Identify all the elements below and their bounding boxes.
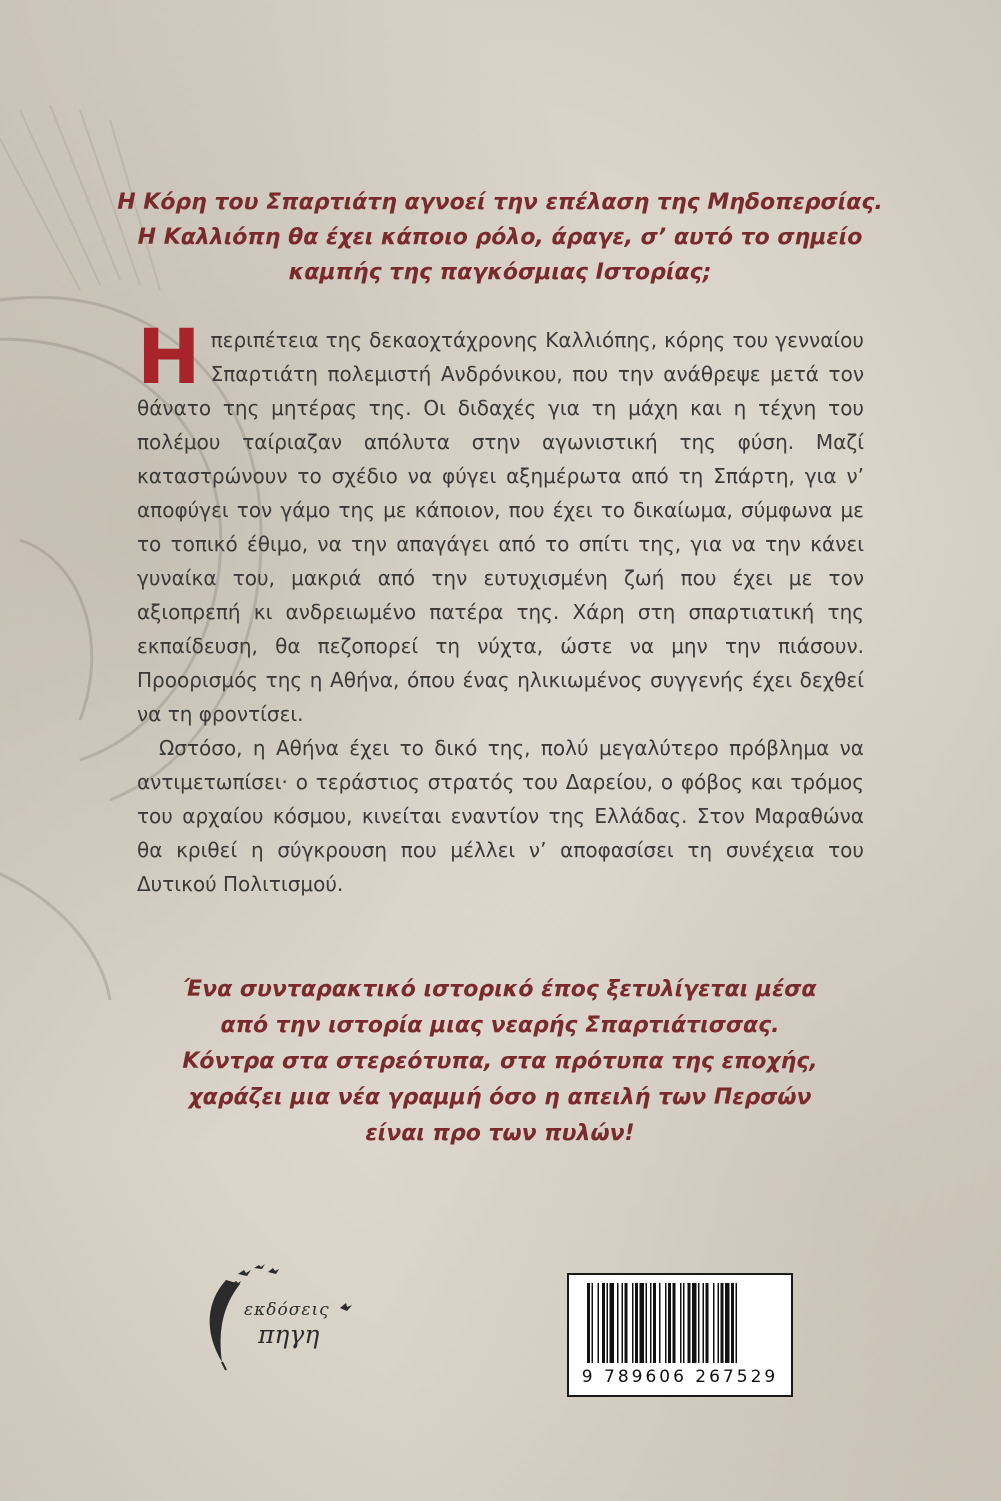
synopsis-paragraph: Ωστόσο, η Αθήνα έχει το δικό της, πολύ μεγαλύτερο πρόβλημα να αντιμετωπίσει· ο τεράστιος στρατός του Δαρείου, ο φόβος και τρόμος του αρχαίου κόσμου, κινείται εναντίον της Ελλάδας. Στον Μαραθώνα θα κριθεί η σύγκρουση που μέλλει ν’ αποφασίσει τη συνέχεια του Δυτικού Πολιτισμού.: [137, 736, 864, 896]
isbn-barcode: [567, 1273, 793, 1397]
tagline-line: καμπής της παγκόσμιας Ιστορίας;: [288, 260, 712, 285]
paragraph-text: περιπέτεια της δεκαοχτάχρονης Καλλιόπης, κόρης του γενναίου Σπαρτιάτη πολεμιστή Ανδρόνικου, που την ανάθρεψε μετά τον θάνατο της μητέρας της. Οι διδαχές για τη μάχη και η τέχνη του πολέμου ταίριαζαν απόλυτα στην αγωνιστική της φύση. Μαζί καταστρώνουν το σχέδιο να φύγει αξημέρωτα από τη Σπάρτη, για ν’ αποφύγει τον γάμο της με κάποιον, που έχει το δικαίωμα, σύμφωνα με το τοπικό έθιμο, να την απαγάγει από το σπίτι της, για να την κάνει γυναίκα του, μακριά από την ευτυχισμένη ζωή που έχει με τον αξιοπρεπή κι ανδρειωμένο πατέρα της. Χάρη στη σπαρτιατική της εκπαίδευση, θα πεζοπορεί τη νύχτα, ώστε να μην την πιάσουν. Προορισμός της η Αθήνα, όπου ένας ηλικιωμένος συγγενής έχει δεχθεί να τη φροντίσει.: [137, 328, 864, 726]
tagline-line: Η Κόρη του Σπαρτιάτη αγνοεί την επέλαση της Μηδοπερσίας.: [117, 190, 883, 215]
publisher-name-line2: πηγη: [258, 1320, 320, 1349]
synopsis-paragraph: [137, 312, 864, 731]
closing-line: είναι προ των πυλών!: [365, 1121, 635, 1146]
tagline-line: Η Καλλιόπη θα έχει κάποιο ρόλο, άραγε, σ’ αυτό το σημείο: [137, 225, 863, 250]
publisher-logo: [196, 1262, 366, 1372]
drop-cap: Η: [137, 312, 201, 401]
closing-line: από την ιστορία μιας νεαρής Σπαρτιάτισσας.: [220, 1013, 780, 1038]
closing-line: χαράζει μια νέα γραμμή όσο η απειλή των Περσών: [188, 1085, 812, 1110]
synopsis: [137, 312, 864, 901]
publisher-name-line1: εκδόσεις: [244, 1300, 330, 1320]
closing-line: Κόντρα στα στερεότυπα, στα πρότυπα της εποχής,: [182, 1049, 818, 1074]
tagline: [110, 185, 890, 290]
closing-blurb: [130, 972, 870, 1152]
isbn-number: 9 789606 267529: [581, 1367, 779, 1387]
closing-line: Ένα συνταρακτικό ιστορικό έπος ξετυλίγεται μέσα: [183, 977, 817, 1002]
barcode-bars: [587, 1283, 777, 1365]
